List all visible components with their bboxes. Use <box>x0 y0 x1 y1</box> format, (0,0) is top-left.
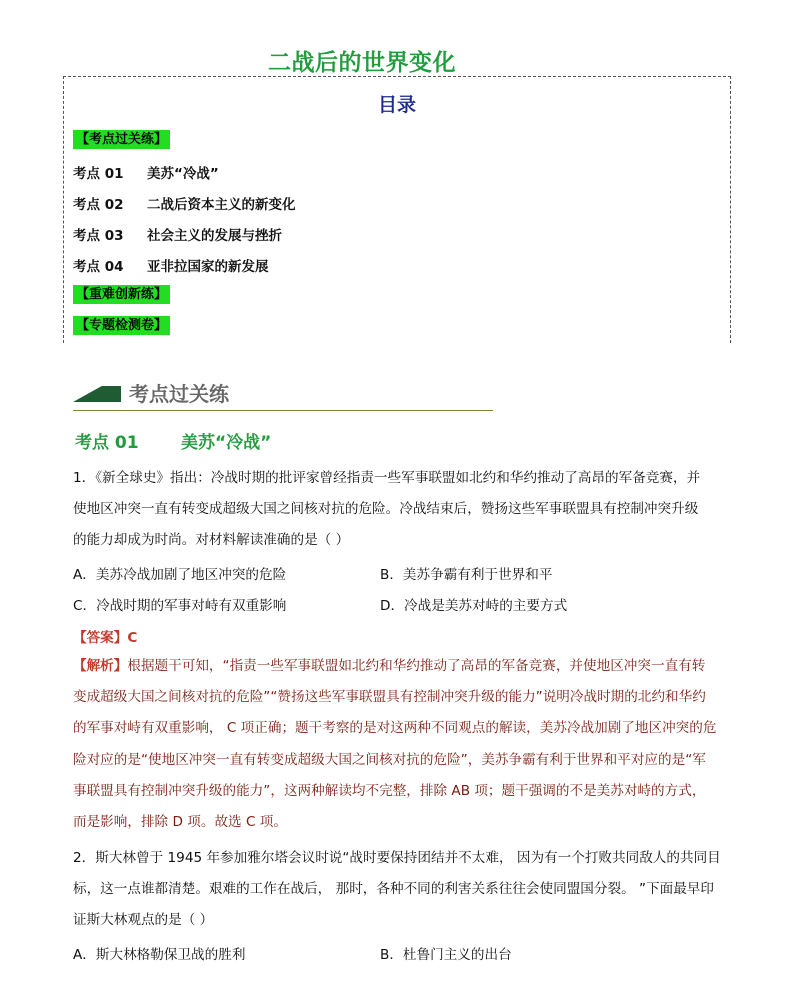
q1-option-b[interactable]: B．美苏争霸有利于世界和平 <box>380 567 553 583</box>
banner-decoration <box>73 386 121 402</box>
text-line <box>73 651 727 682</box>
toc-item-label: 美苏“冷战” <box>147 166 219 182</box>
text-line: 使地区冲突一直有转变成超级大国之间核对抗的危险。冷战结束后，赞扬这些军事联盟具有控制冲突升级 <box>73 501 699 518</box>
answer-value: C <box>127 630 138 646</box>
text-line: 而是影响，排除 D 项。故选 C 项。 <box>73 814 287 831</box>
toc-item-number: 考点 01 <box>73 166 124 182</box>
text-line: 1．《新全球史》指出：冷战时期的批评家曾经指责一些军事联盟如北约和华约推动了高昂的军备竞赛，并 <box>73 470 701 486</box>
section-banner-title: 考点过关练 <box>129 382 229 406</box>
toc-item-02[interactable] <box>73 193 296 213</box>
text-line: 的军事对峙有双重影响， C 项正确；题干考察的是对这两种不同观点的解读，美苏冷战加剧了地区冲突的危 <box>73 720 717 737</box>
toc-tag-practice[interactable]: 【考点过关练】 <box>73 130 170 149</box>
analysis-text: 根据题干可知，“指责一些军事联盟如北约和华约推动了高昂的军备竞赛，并使地区冲突一直有转 <box>127 658 706 674</box>
question-1-stem <box>73 463 727 557</box>
text-line: 证斯大林观点的是（ ） <box>73 912 214 929</box>
toc-tag-difficult[interactable]: 【重难创新练】 <box>73 285 170 304</box>
q2-option-a[interactable]: A．斯大林格勒保卫战的胜利 <box>73 947 246 963</box>
toc-item-03[interactable] <box>73 224 282 244</box>
q1-analysis <box>73 651 727 838</box>
toc-item-label: 社会主义的发展与挫折 <box>147 228 282 244</box>
toc-item-number: 考点 02 <box>73 197 124 213</box>
kaodian-number: 考点 01 <box>75 433 139 453</box>
question-2-stem <box>73 843 727 937</box>
kaodian-title: 美苏“冷战” <box>181 433 272 453</box>
q1-option-c[interactable]: C．冷战时期的军事对峙有双重影响 <box>73 598 287 614</box>
text-line: 险对应的是“使地区冲突一直有转变成超级大国之间核对抗的危险”，美苏争霸有利于世界和平对应的是“军 <box>73 751 706 768</box>
text-line: 2．斯大林曾于 1945 年参加雅尔塔会议时说“战时要保持团结并不太难， 因为有一个打败共同敌人的共同目 <box>73 850 721 866</box>
toc-item-label: 亚非拉国家的新发展 <box>147 259 269 275</box>
document-title: 二战后的世界变化 <box>268 50 456 76</box>
q2-option-b[interactable]: B．杜鲁门主义的出台 <box>380 947 512 963</box>
toc-item-label: 二战后资本主义的新变化 <box>147 197 296 213</box>
table-of-contents <box>63 76 731 343</box>
section-banner <box>73 372 493 411</box>
q1-option-d[interactable]: D．冷战是美苏对峙的主要方式 <box>380 598 568 614</box>
text-line: 事联盟具有控制冲突升级的能力”，这两种解读均不完整，排除 AB 项；题干强调的不是美苏对峙的方式， <box>73 782 706 799</box>
toc-item-number: 考点 03 <box>73 228 124 244</box>
text-line: 标，这一点谁都清楚。艰难的工作在战后， 那时，各种不同的利害关系往往会使同盟国分裂。 ”下面最早印 <box>73 881 714 898</box>
toc-item-04[interactable] <box>73 255 269 275</box>
toc-tag-test[interactable]: 【专题检测卷】 <box>73 316 170 335</box>
text-line: 的能力却成为时尚。对材料解读准确的是（ ） <box>73 532 350 549</box>
toc-item-01[interactable] <box>73 162 219 182</box>
q1-answer <box>73 626 137 646</box>
kaodian-heading <box>75 428 271 453</box>
answer-label: 【答案】 <box>73 630 128 646</box>
q1-option-a[interactable]: A．美苏冷战加剧了地区冲突的危险 <box>73 567 287 583</box>
toc-heading: 目录 <box>377 94 416 116</box>
toc-item-number: 考点 04 <box>73 259 124 275</box>
text-line: 变成超级大国之间核对抗的危险”“赞扬这些军事联盟具有控制冲突升级的能力”说明冷战时期的北约和华约 <box>73 689 706 706</box>
analysis-label: 【解析】 <box>73 658 128 674</box>
